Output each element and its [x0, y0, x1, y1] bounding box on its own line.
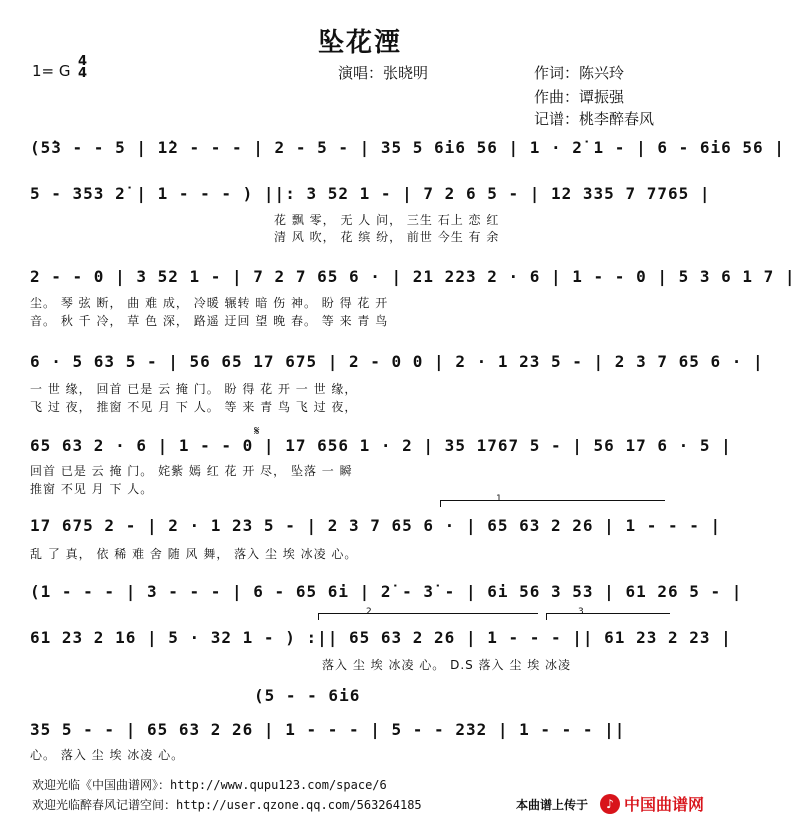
lyric-row-5-verse-1: 回首 已是 云 掩 门。 姹紫 嫣 红 花 开 尽， 坠落 一 瞬: [30, 464, 353, 478]
lyric-row-4-verse-2: 飞 过 夜， 推窗 不见 月 下 人。 等 来 青 鸟 飞 过 夜，: [30, 400, 358, 414]
footer-link-qzone[interactable]: 欢迎光临醉春风记谱空间：http://user.qzone.qq.com/563264185: [32, 798, 422, 812]
segno-sign: 𝄋: [254, 424, 260, 439]
score-row-8: 61 23 2 16 | 5 · 32 1 - ) :|| 65 63 2 26 | 1 - - - || 61 23 2 23 |: [30, 628, 732, 647]
volta-1-label: 1: [496, 494, 502, 504]
time-signature-bottom: 4: [78, 66, 88, 81]
lyric-row-6-verse-1: 乱 了 真， 依 稀 难 舍 随 风 舞， 落入 尘 埃 冰凌 心。: [30, 547, 358, 561]
uploaded-notice: 本曲谱上传于: [516, 798, 589, 812]
time-signature-top: 4: [78, 54, 88, 69]
score-row-4: 6 · 5 63 5 - | 56 65 17 675 | 2 - 0 0 | 2 · 1 23 5 - | 2 3 7 65 6 · |: [30, 352, 764, 371]
lyric-row-3-verse-1: 尘。 琴 弦 断， 曲 难 成， 冷暖 辗转 暗 伤 神。 盼 得 花 开: [30, 296, 389, 310]
score-row-7: (1 - - - | 3 - - - | 6 - 65 6i | 2̇ - 3̇ - | 6i 56 3 53 | 61 26 5 - |: [30, 582, 743, 601]
site-logo[interactable]: [600, 792, 704, 815]
score-row-2: 5 - 353 2̇ | 1 - - - ) ||: 3 52 1 - | 7 2 6 5 - | 12 335 7 7765 |: [30, 184, 711, 203]
lyric-row-3-verse-2: 音。 秋 千 冷， 草 色 深， 路遥 迂回 望 晚 春。 等 来 青 鸟: [30, 314, 389, 328]
volta-2-bracket-tick: [318, 613, 319, 620]
score-row-3: 2 - - 0 | 3 52 1 - | 7 2 7 65 6 · | 21 223 2 · 6 | 1 - - 0 | 5 3 6 1 7 |: [30, 267, 796, 286]
song-title: 坠花湮: [318, 28, 403, 58]
lyricist-credit: 作词：陈兴玲: [534, 64, 625, 82]
transcriber-credit: 记谱：桃李醉春风: [534, 110, 655, 128]
lyric-row-10-verse-1: 心。 落入 尘 埃 冰凌 心。: [30, 748, 185, 762]
volta-1-bracket: [440, 500, 665, 501]
score-row-1: (5̇3 - - 5 | 1̇2 - - - | 2 - 5 - | 35 5 6i6 56 | 1 · 2̇ 1 - | 6 - 6i6 56 |: [30, 138, 785, 157]
score-row-6: 17 675 2 - | 2 · 1 23 5 - | 2 3 7 65 6 · | 65 63 2 26 | 1 - - - |: [30, 516, 722, 535]
footer-link-qupu[interactable]: 欢迎光临《中国曲谱网》：http://www.qupu123.com/space/6: [32, 778, 387, 792]
volta-3-bracket-tick: [546, 613, 547, 620]
logo-icon: ♪: [600, 794, 620, 814]
volta-3-bracket: [546, 613, 670, 614]
time-signature: [78, 56, 87, 80]
lyric-row-2-verse-2: 清 风 吹， 花 缤 纷， 前世 今生 有 余: [274, 230, 500, 244]
lyric-row-2-verse-1: 花 飘 零， 无 人 问， 三生 石上 恋 红: [274, 213, 500, 227]
volta-2-bracket: [318, 613, 538, 614]
composer-credit: 作曲：谭振强: [534, 88, 625, 106]
lyric-row-5-verse-2: 推窗 不见 月 下 人。: [30, 482, 154, 496]
lyric-row-8-verse-1: 落入 尘 埃 冰凌 心。 D.S 落入 尘 埃 冰凌: [322, 658, 572, 672]
volta-2-label: 2: [366, 607, 372, 617]
key-signature: 1= G: [32, 62, 71, 80]
score-row-5: 65 63 2 · 6 | 1 - - 0 | 17 656 1 · 2 | 35 1767 5 - | 56 17 6 · 5 |: [30, 436, 732, 455]
singer-credit: 演唱：张晓明: [338, 64, 429, 82]
score-row-10: 35 5 - - | 65 63 2 26 | 1 - - - | 5 - - 232 | 1 - - - ||: [30, 720, 626, 739]
logo-text: 中国曲谱网: [624, 795, 705, 814]
score-row-9: (5 - - 6i6: [254, 686, 361, 705]
volta-1-bracket-tick: [440, 500, 441, 507]
volta-3-label: 3: [578, 607, 584, 617]
lyric-row-4-verse-1: 一 世 缘， 回首 已是 云 掩 门。 盼 得 花 开 一 世 缘，: [30, 382, 358, 396]
